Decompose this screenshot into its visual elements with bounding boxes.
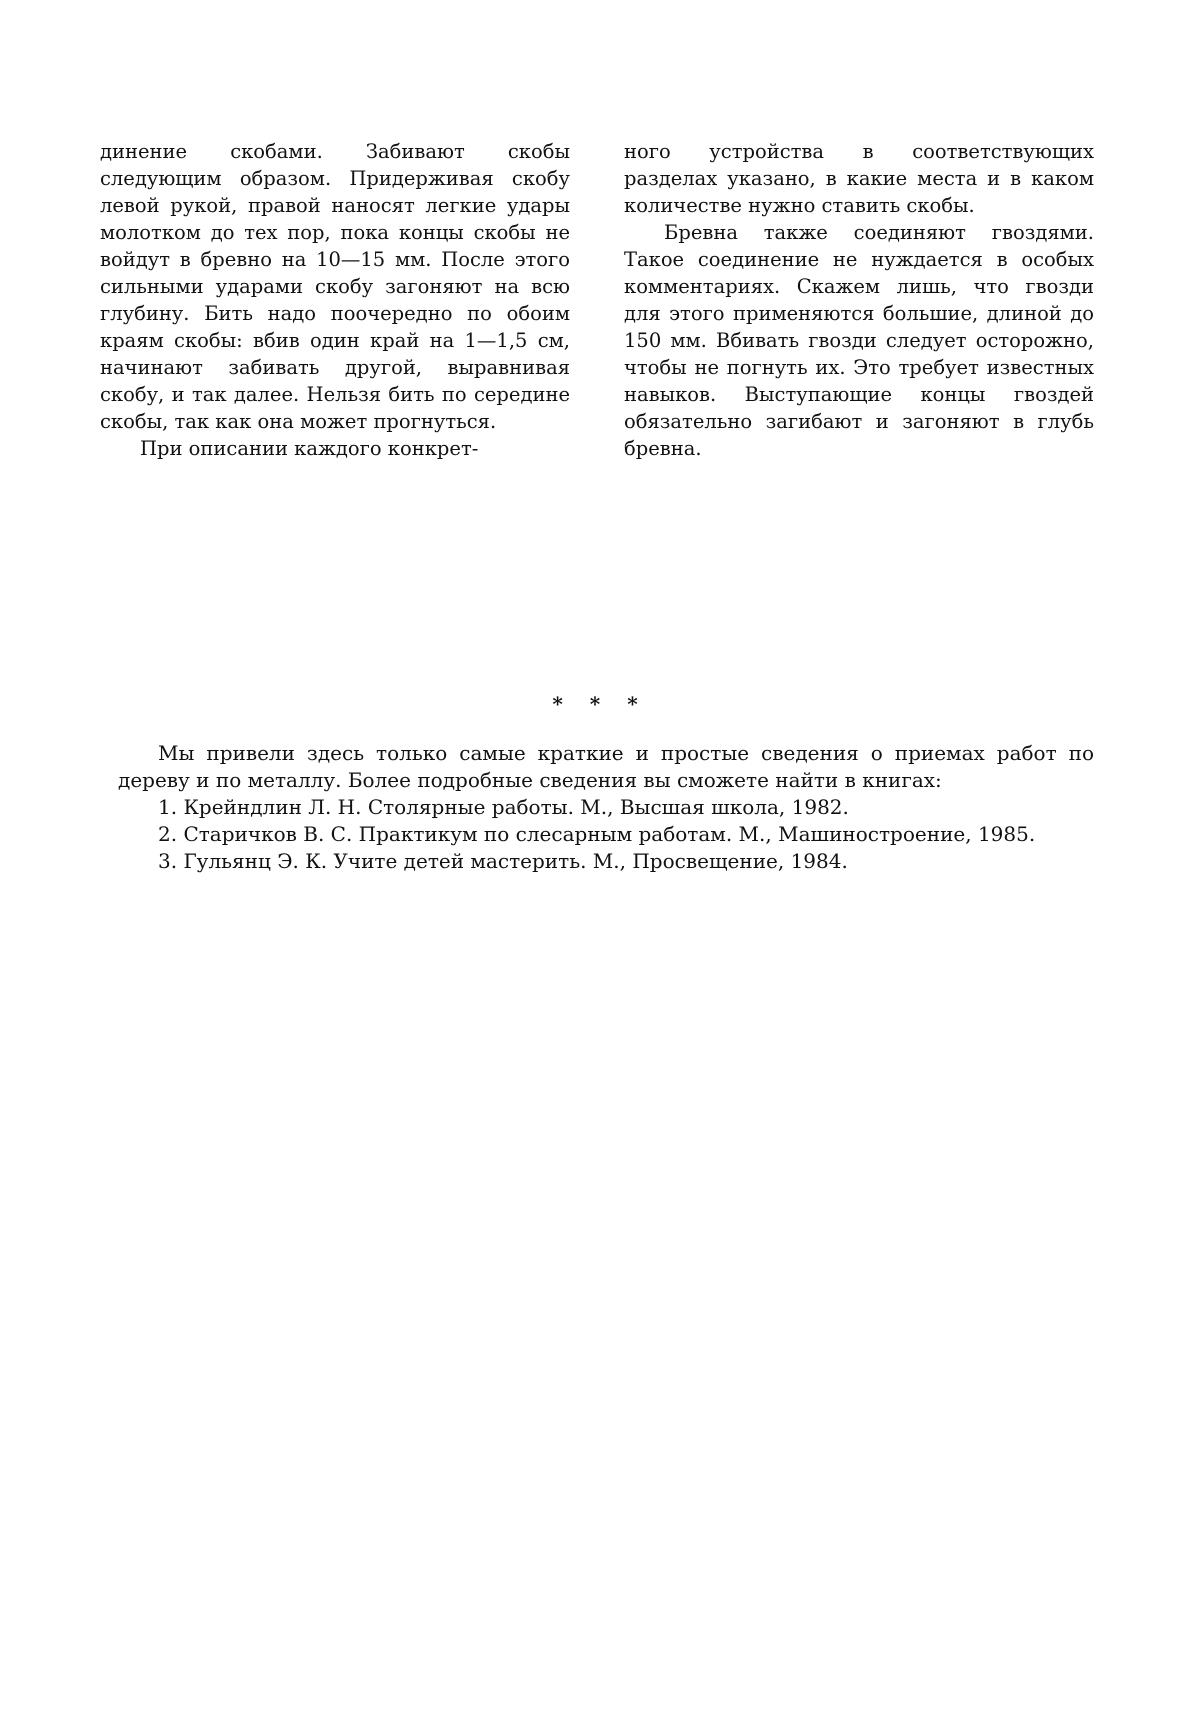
left-paragraph-1: динение скобами. Забивают скобы следующим образом. Придерживая скобу левой рукой, правой наносят легкие удары молотком до тех пор, пока концы скобы не войдут в бревно на 10—15 мм. После этого сильными ударами скобу загоняют на всю глубину. Бить надо поочередно по обоим краям скобы: вбив один край на 1—1,5 см, начинают забивать другой, выравнивая скобу, и так далее. Нельзя бить по середине скобы, так как она может прогнуться. [100, 140, 570, 433]
right-paragraph-2: Бревна также соединяют гвоздями. Такое соединение не нуждается в особых комментариях. Скажем лишь, что гвозди для этого применяются большие, длиной до 150 мм. Вбивать гвозди следует осторожно, чтобы не погнуть их. Это требует известных навыков. Выступающие концы гвоздей обязательно загибают и загоняют в глубь бревна. [624, 221, 1094, 460]
closing-intro: Мы привели здесь только самые краткие и простые сведения о приемах работ по дереву и по металлу. Более подробные сведения вы сможете найти в книгах: [118, 741, 1094, 792]
section-separator: * * * [552, 692, 648, 716]
two-column-body [100, 138, 1094, 462]
reference-list [118, 794, 1094, 875]
left-column [100, 138, 570, 462]
reference-item: 2. Старичков В. С. Практикум по слесарным работам. М., Машиностроение, 1985. [158, 822, 1036, 846]
left-paragraph-2: При описании каждого конкрет- [140, 437, 479, 460]
reference-item: 3. Гульянц Э. К. Учите детей мастерить. М., Просвещение, 1984. [158, 849, 848, 873]
reference-item: 1. Крейндлин Л. Н. Столярные работы. М., Высшая школа, 1982. [158, 795, 849, 819]
right-column [624, 138, 1094, 462]
closing-section [118, 740, 1094, 875]
right-paragraph-1: ного устройства в соответствующих разделах указано, в какие места и в каком количестве нужно ставить скобы. [624, 140, 1094, 217]
